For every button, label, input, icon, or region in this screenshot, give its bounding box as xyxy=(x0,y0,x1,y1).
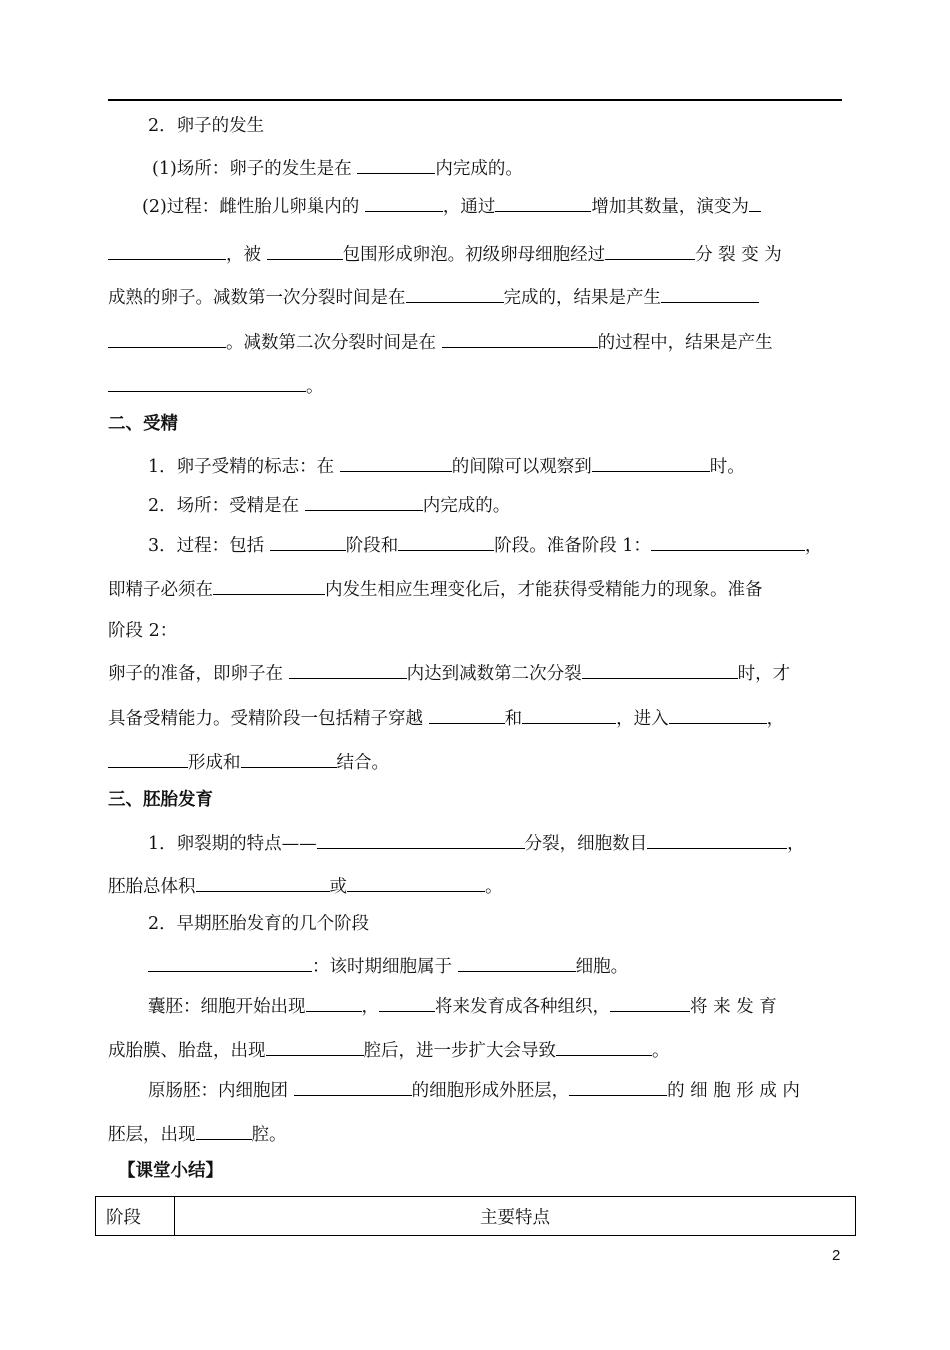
blank[interactable] xyxy=(610,992,690,1012)
blank[interactable] xyxy=(306,992,362,1012)
blank[interactable] xyxy=(267,240,343,260)
egg-title: 2．卵子的发生 xyxy=(148,116,265,136)
blank[interactable] xyxy=(669,704,767,724)
blank[interactable] xyxy=(556,1036,652,1056)
summary-table xyxy=(95,1196,856,1236)
fert-line-2: 2．场所：受精是在 内完成的。 xyxy=(148,491,510,518)
blank[interactable] xyxy=(305,491,423,511)
embryo-line-1: 1．卵裂期的特点—— 分裂，细胞数目 ， xyxy=(148,829,805,856)
column-header-stage: 阶段 xyxy=(96,1197,175,1236)
blank[interactable] xyxy=(522,704,616,724)
blank[interactable] xyxy=(398,531,494,551)
embryo-line-8: 胚层，出现 腔。 xyxy=(108,1120,287,1147)
blank[interactable] xyxy=(148,952,312,972)
section-heading-fertilization: 二、受精 xyxy=(108,414,178,434)
egg-process-line-3: 成熟的卵子。减数第一次分裂时间是在 完成的，结果是产生 xyxy=(108,283,759,310)
embryo-line-3: 2．早期胚胎发育的几个阶段 xyxy=(148,914,370,934)
blank[interactable] xyxy=(266,1036,364,1056)
blank[interactable] xyxy=(365,192,443,212)
blank[interactable] xyxy=(340,452,452,472)
embryo-line-4: ：该时期细胞属于 细胞。 xyxy=(148,952,628,979)
blank[interactable] xyxy=(569,1076,667,1096)
blank[interactable] xyxy=(196,1120,252,1140)
fert-line-6: 卵子的准备，即卵子在 内达到减数第二次分裂 时，才 xyxy=(108,659,790,686)
blank[interactable] xyxy=(458,952,576,972)
section-heading-embryo: 三、胚胎发育 xyxy=(108,790,213,810)
column-header-features: 主要特点 xyxy=(175,1197,856,1236)
blank[interactable] xyxy=(347,872,485,892)
embryo-line-7: 原肠胚：内细胞团 的细胞形成外胚层， 的 细 胞 形 成 内 xyxy=(148,1076,800,1103)
blank[interactable] xyxy=(196,872,330,892)
blank[interactable] xyxy=(108,240,226,260)
blank[interactable] xyxy=(749,192,761,212)
egg-place-line: (1)场所：卵子的发生是在 内完成的。 xyxy=(152,154,523,181)
blank[interactable] xyxy=(651,531,805,551)
blank[interactable] xyxy=(661,283,759,303)
blank[interactable] xyxy=(357,154,435,174)
blank[interactable] xyxy=(317,829,525,849)
blank[interactable] xyxy=(108,372,306,392)
page-number: 2 xyxy=(832,1247,841,1264)
fert-line-8: 形成和 结合。 xyxy=(108,748,389,775)
table-header-row xyxy=(96,1197,856,1236)
embryo-line-6: 成胎膜、胎盘，出现 腔后，进一步扩大会导致 。 xyxy=(108,1036,670,1063)
blank[interactable] xyxy=(241,748,337,768)
blank[interactable] xyxy=(592,452,710,472)
blank[interactable] xyxy=(379,992,435,1012)
blank[interactable] xyxy=(429,704,505,724)
fert-line-4: 即精子必须在 内发生相应生理变化后，才能获得受精能力的现象。准备 xyxy=(108,575,763,602)
blank[interactable] xyxy=(495,192,591,212)
embryo-line-2: 胚胎总体积 或 。 xyxy=(108,872,503,899)
egg-process-line-4: 。减数第二次分裂时间是在 的过程中，结果是产生 xyxy=(108,328,773,355)
fert-line-5: 阶段 2： xyxy=(108,621,178,641)
fert-line-3: 3．过程：包括 阶段和 阶段。准备阶段 1： ， xyxy=(148,531,822,558)
blank[interactable] xyxy=(108,748,188,768)
egg-process-line-1: (2)过程：雌性胎儿卵巢内的 ，通过 增加其数量，演变为 xyxy=(142,192,761,219)
blank[interactable] xyxy=(294,1076,412,1096)
blank[interactable] xyxy=(213,575,325,595)
fert-line-1: 1．卵子受精的标志：在 的间隙可以观察到 时。 xyxy=(148,452,745,479)
blank[interactable] xyxy=(270,531,346,551)
blank[interactable] xyxy=(647,829,787,849)
header-rule xyxy=(108,99,842,101)
blank[interactable] xyxy=(442,328,598,348)
blank[interactable] xyxy=(582,659,738,679)
blank[interactable] xyxy=(406,283,504,303)
blank[interactable] xyxy=(605,240,695,260)
blank[interactable] xyxy=(289,659,407,679)
egg-process-line-2: ，被 包围形成卵泡。初级卵母细胞经过 分 裂 变 为 xyxy=(108,240,782,267)
summary-heading: 【课堂小结】 xyxy=(118,1161,223,1181)
fert-line-7: 具备受精能力。受精阶段一包括精子穿越 和 ，进入 ， xyxy=(108,704,784,731)
blank[interactable] xyxy=(108,328,226,348)
embryo-line-5: 囊胚：细胞开始出现 ， 将来发育成各种组织， 将 来 发 育 xyxy=(148,992,777,1019)
egg-process-line-5: 。 xyxy=(108,372,324,399)
